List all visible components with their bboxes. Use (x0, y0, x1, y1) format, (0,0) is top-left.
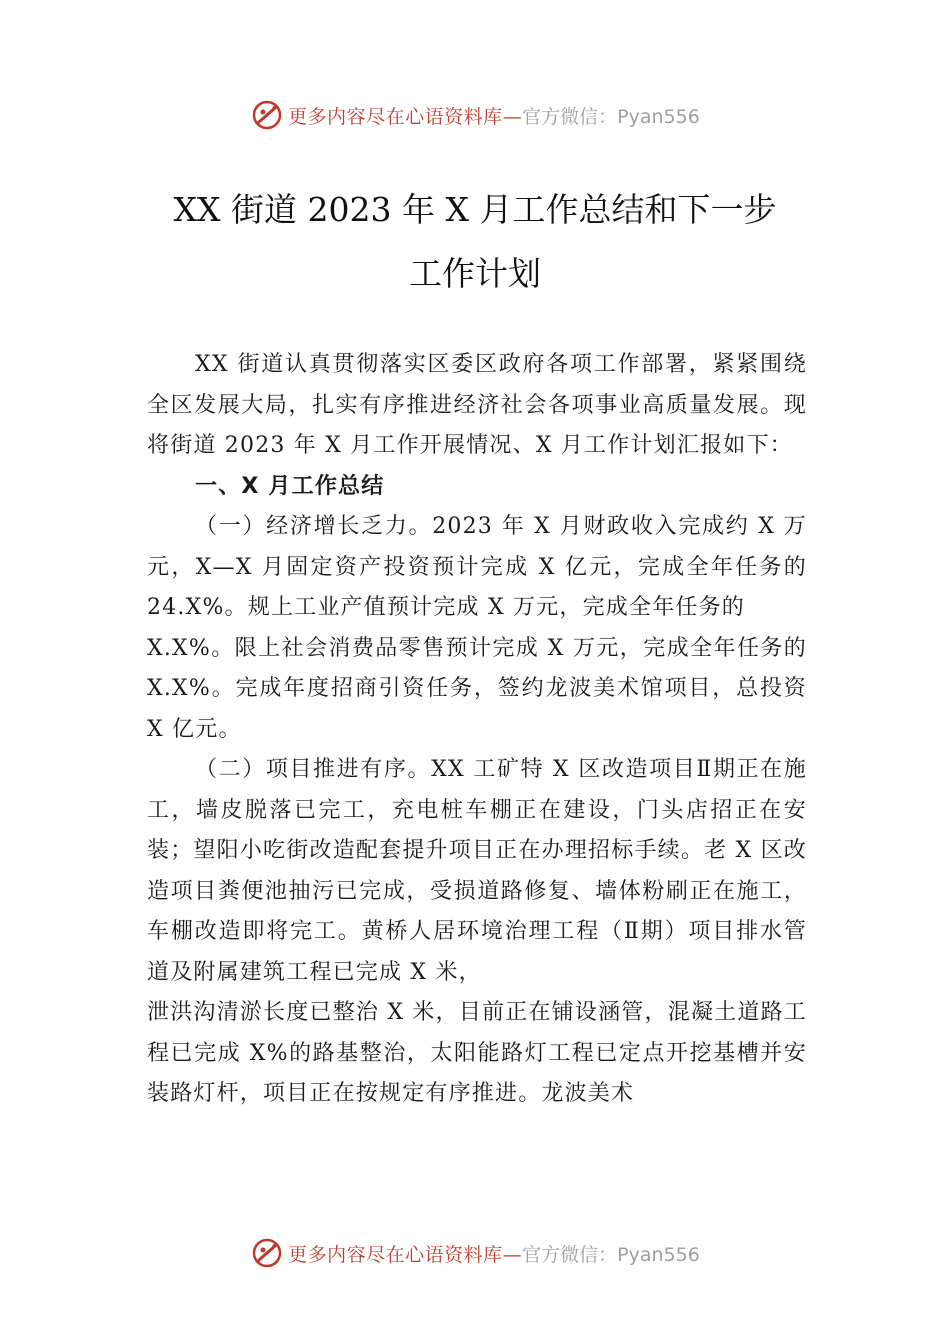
paragraph-economy: （一）经济增长乏力。2023 年 X 月财政收入完成约 X 万元，X—X 月固定资产投资预计完成 X 亿元，完成全年任务的 24.X%。规上工业产值预计完成 X 万元，完成全年任务的 (147, 514, 807, 620)
brand-logo-icon (250, 1236, 284, 1270)
document-title (100, 178, 850, 306)
paragraph-economy-continued: X.X%。限上社会消费品零售预计完成 X 万元，完成全年任务的 X.X%。完成年度招商引资任务，签约龙波美术馆项目，总投资 X 亿元。 (147, 635, 807, 742)
watermark-wechat: 官方微信：Pyan556 (522, 105, 700, 128)
paragraph-projects-continued: 泄洪沟清淤长度已整治 X 米，目前正在铺设涵管，混凝土道路工程已完成 X%的路基整治，太阳能路灯工程已定点开挖基槽并安装路灯杆，项目正在按规定有序推进。龙波美术 (147, 1000, 807, 1106)
intro-paragraph: XX 街道认真贯彻落实区委区政府各项工作部署，紧紧围绕全区发展大局，扎实有序推进经济社会各项事业高质量发展。现将街道 2023 年 X 月工作开展情况、X 月工作计划汇报如下： (147, 352, 807, 458)
title-line-1: XX 街道 2023 年 X 月工作总结和下一步 (173, 190, 777, 229)
watermark-text: 更多内容尽在心语资料库— (288, 1243, 523, 1266)
brand-logo-icon (250, 98, 284, 132)
watermark-footer (0, 1233, 950, 1273)
document-body (147, 345, 807, 1115)
title-line-2: 工作计划 (409, 254, 541, 293)
section-heading-1: 一、X 月工作总结 (195, 473, 385, 499)
paragraph-projects: （二）项目推进有序。XX 工矿特 X 区改造项目Ⅱ期正在施工，墙皮脱落已完工，充电桩车棚正在建设，门头店招正在安装；望阳小吃街改造配套提升项目正在办理招标手续。老 X 区改造项目粪便池抽污已完成，受损道路修复、墙体粉刷正在施工，车棚改造即将完工。黄桥人居环境治理工程（Ⅱ期）项目排水管道及附属建筑工程已完成 X 米， (147, 757, 807, 985)
watermark-header (0, 95, 950, 135)
watermark-wechat: 官方微信：Pyan556 (522, 1243, 700, 1266)
watermark-text: 更多内容尽在心语资料库— (288, 105, 523, 128)
